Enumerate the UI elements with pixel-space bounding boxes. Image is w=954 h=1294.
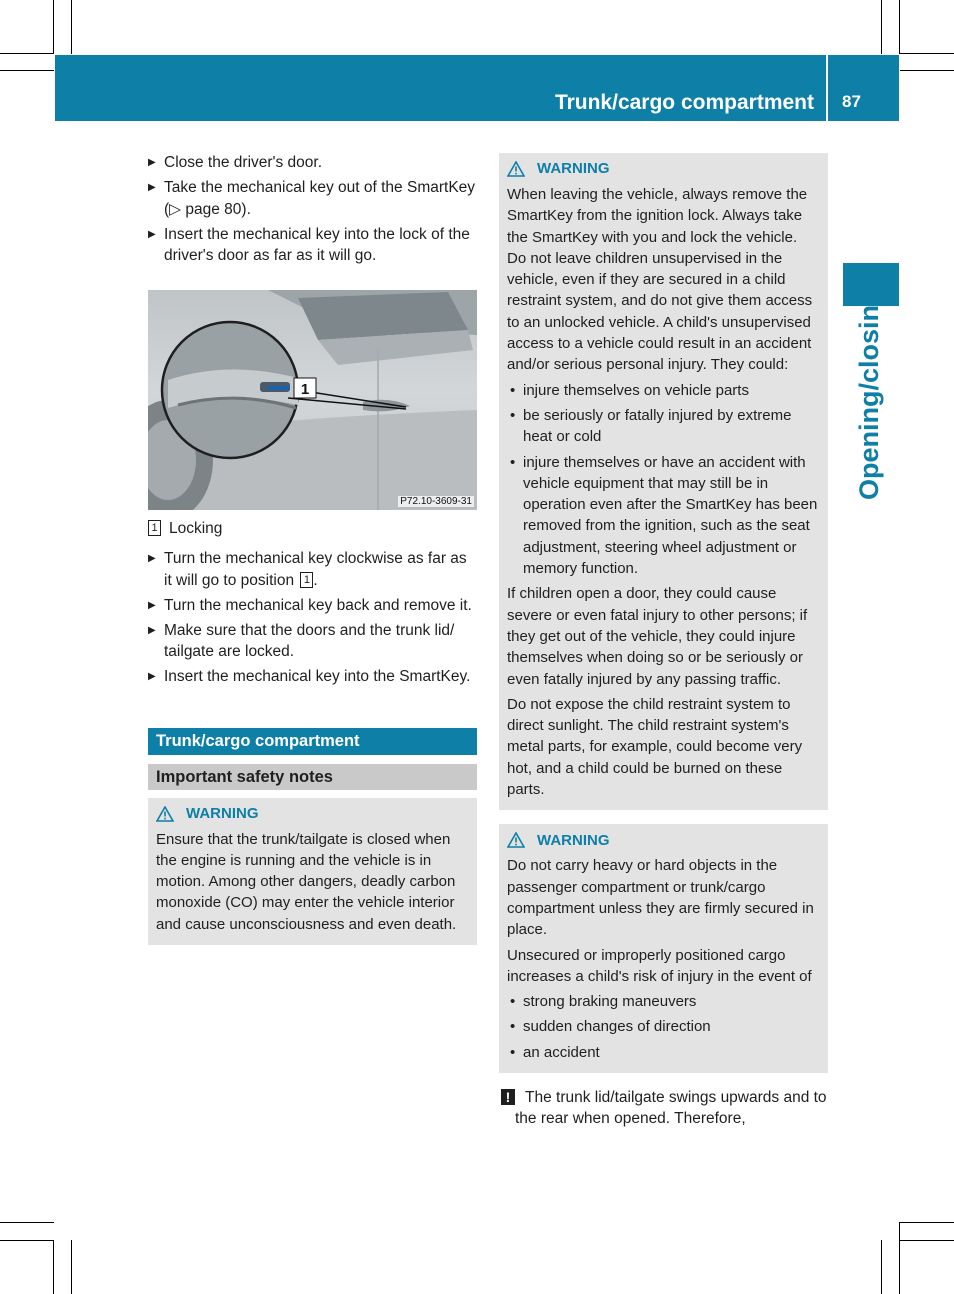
step-arrow-icon: ▶ bbox=[148, 553, 156, 564]
page-number: 87 bbox=[842, 92, 861, 111]
warning-text: Do not expose the child restraint system to direct sunlight. The child restraint system's metal parts, for example, could become very hot, and a child could be burned on these parts. bbox=[507, 695, 803, 799]
note-paragraph: ! The trunk lid/tailgate swings upwards and to the rear when opened. Therefore, bbox=[499, 1087, 828, 1130]
crop-mark bbox=[899, 1222, 900, 1294]
step-arrow-icon: ▶ bbox=[148, 624, 156, 636]
step-arrow-icon: ▶ bbox=[148, 182, 156, 193]
page-title: Trunk/cargo compartment bbox=[554, 91, 814, 114]
figure-legend bbox=[148, 518, 477, 540]
crop-mark bbox=[881, 0, 882, 54]
subsection-title: Important safety notes bbox=[148, 764, 477, 790]
instruction-step: ▶ Take the mechanical key out of the SmartKey (▷ page 80). bbox=[148, 179, 476, 218]
crop-mark bbox=[900, 1222, 954, 1223]
right-column bbox=[499, 153, 828, 1130]
crop-mark bbox=[71, 0, 72, 54]
legend-label: Locking bbox=[169, 519, 223, 537]
warning-text: If children open a door, they could cause severe or even fatal injury to other persons; if they get out of the vehicle, they could injure themselves when doing so or be seriously or even fatally injured by any passing traffic. bbox=[507, 585, 808, 688]
header-divider bbox=[826, 55, 828, 121]
warning-bullet: • strong braking maneuvers bbox=[510, 993, 697, 1011]
left-column bbox=[148, 152, 477, 945]
crop-mark bbox=[71, 1240, 72, 1294]
position-ref: 1 bbox=[300, 572, 313, 588]
crop-mark bbox=[899, 0, 900, 54]
crop-mark bbox=[0, 1240, 54, 1241]
door-lock-illustration bbox=[148, 290, 477, 510]
figure-callout: 1 bbox=[300, 380, 310, 398]
section-title: Trunk/cargo compartment bbox=[148, 728, 477, 755]
instruction-step: ▶ Turn the mechanical key clockwise as far as it will go to position 1 . bbox=[148, 550, 467, 589]
crop-mark bbox=[53, 1240, 54, 1294]
warning-heading: WARNING bbox=[507, 158, 820, 180]
crop-mark bbox=[53, 0, 54, 54]
instruction-step: ▶ Turn the mechanical key back and remove it. bbox=[148, 595, 477, 617]
warning-text: Do not carry heavy or hard objects in the passenger compartment or trunk/cargo compartment unless they are firmly secured in place. bbox=[507, 857, 814, 939]
instruction-step: ▶ Insert the mechanical key into the lock of the driver's door as far as it will go. bbox=[148, 225, 470, 264]
warning-heading: WARNING bbox=[156, 803, 469, 825]
warning-bullet: • sudden changes of direction bbox=[510, 1018, 711, 1036]
page-header bbox=[55, 55, 899, 121]
crop-mark bbox=[0, 53, 54, 54]
crop-mark bbox=[900, 1240, 954, 1241]
crop-mark bbox=[881, 1240, 882, 1294]
warning-bullet: • injure themselves or have an accident with vehicle equipment that may still be in operation even after the SmartKey has been removed from the ignition, such as the seat adjustment, steering wheel adjustment or memory function. bbox=[510, 453, 818, 578]
chapter-label: Opening/closing bbox=[854, 288, 884, 500]
warning-text: Ensure that the trunk/tailgate is closed when the engine is running and the vehicle is in motion. Among other dangers, deadly carbon monoxide (CO) may enter the vehicle interior and cause unconsciousness and even death. bbox=[156, 830, 457, 933]
warning-box bbox=[148, 798, 477, 945]
warning-triangle-icon bbox=[507, 832, 525, 848]
crop-mark bbox=[900, 53, 954, 54]
step-arrow-icon: ▶ bbox=[148, 228, 156, 240]
instruction-step: ▶ Insert the mechanical key into the SmartKey. bbox=[148, 666, 477, 688]
step-arrow-icon: ▶ bbox=[148, 157, 156, 168]
step-arrow-icon: ▶ bbox=[148, 671, 156, 682]
warning-text: Unsecured or improperly positioned cargo increases a child's risk of injury in the event of bbox=[507, 946, 812, 985]
figure-code: P72.10-3609-31 bbox=[400, 495, 472, 507]
crop-mark bbox=[0, 1222, 54, 1223]
warning-bullet: • injure themselves on vehicle parts bbox=[510, 381, 749, 399]
crop-mark bbox=[900, 70, 954, 71]
legend-number: 1 bbox=[148, 520, 161, 536]
warning-bullet: • an accident bbox=[510, 1043, 600, 1061]
door-lock-photo bbox=[148, 290, 477, 510]
warning-box bbox=[499, 153, 828, 810]
step-arrow-icon: ▶ bbox=[148, 599, 156, 611]
warning-bullet: • be seriously or fatally injured by extreme heat or cold bbox=[510, 406, 792, 446]
warning-text: When leaving the vehicle, always remove the SmartKey from the ignition lock. Always take the SmartKey with you and lock the vehicle. Do not leave children unsupervised in the vehicle, even if they are secured in a child restraint system, and do not give them access to an unlocked vehicle. A child's unsupervised access to a vehicle could result in an accident and/or serious personal injury. They could: bbox=[507, 186, 813, 374]
instruction-step: ▶ Close the driver's door. bbox=[148, 152, 477, 174]
warning-box bbox=[499, 824, 828, 1073]
warning-triangle-icon bbox=[507, 161, 525, 177]
instruction-step: ▶ Make sure that the doors and the trunk lid/ tailgate are locked. bbox=[148, 621, 455, 660]
warning-triangle-icon bbox=[156, 806, 174, 822]
crop-mark bbox=[0, 70, 54, 71]
warning-heading: WARNING bbox=[507, 829, 820, 851]
exclamation-icon: ! bbox=[501, 1089, 515, 1105]
